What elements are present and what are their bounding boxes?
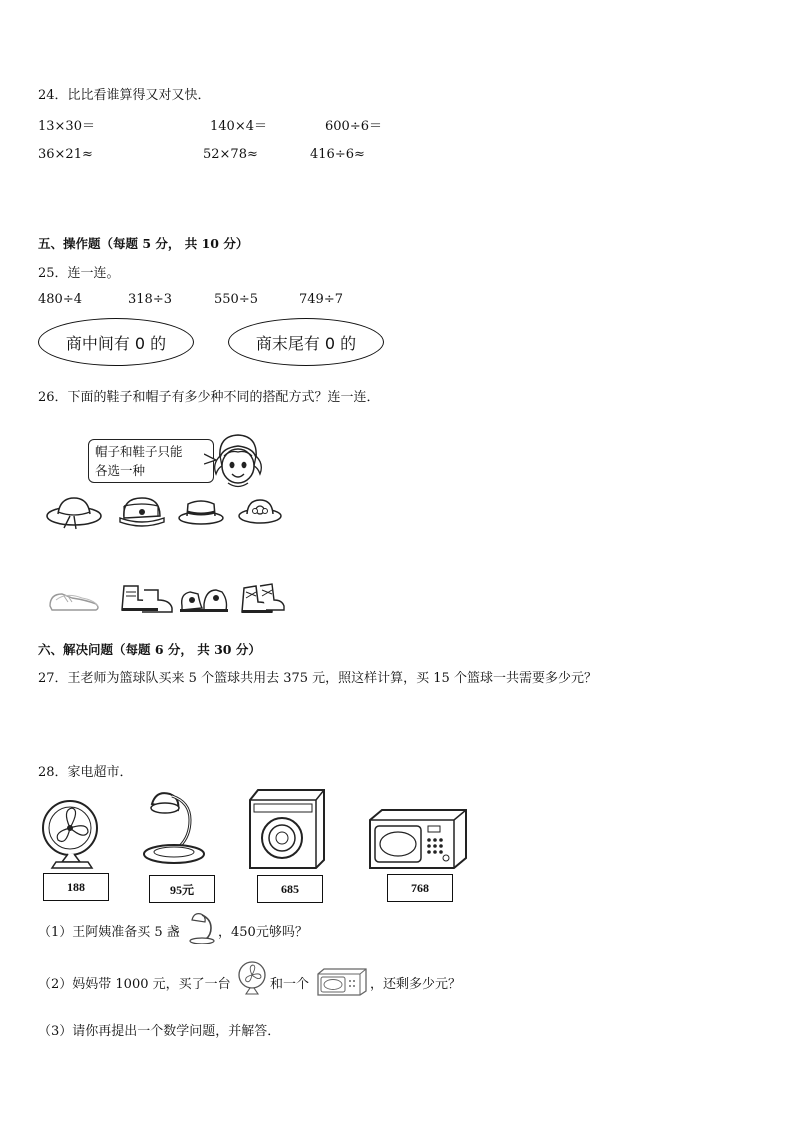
price-washer xyxy=(257,875,323,903)
q24-expr-4: 36×21≈ xyxy=(38,147,93,162)
washing-machine-icon xyxy=(244,786,328,872)
speech-bubble xyxy=(88,439,214,483)
price-microwave-value: 768 xyxy=(411,880,429,895)
electric-fan-small-icon xyxy=(236,960,268,998)
oval-label-middle: 商中间有 0 的 xyxy=(65,333,167,353)
sandal-icon[interactable] xyxy=(176,582,230,616)
price-fan-value: 188 xyxy=(67,879,85,894)
bubble-line-1: 帽子和鞋子只能 xyxy=(95,444,183,459)
q28-sub1-text-b: ，450元够吗？ xyxy=(218,925,308,940)
fedora-icon[interactable] xyxy=(176,494,226,528)
q24-expr-3: 600÷6＝ xyxy=(325,119,382,134)
wide-brim-sun-hat-icon[interactable] xyxy=(44,492,104,532)
q27-title: 27．王老师为篮球队买来 5 个篮球共用去 375 元，照这样计算，买 15 个篮球一共需要多少元？ xyxy=(38,671,597,686)
q28-sub2-text-b: 和一个 xyxy=(270,977,310,992)
sneaker-icon[interactable] xyxy=(46,586,102,614)
q28-sub1-text-a: （1）王阿姨准备买 5 盏 xyxy=(38,925,180,940)
q28-title: 28．家电超市． xyxy=(38,765,133,780)
boot-icon[interactable] xyxy=(116,580,174,616)
q25-expr-4[interactable]: 749÷7 xyxy=(299,292,343,307)
q24-expr-6: 416÷6≈ xyxy=(310,147,365,162)
bubble-line-2: 各选一种 xyxy=(95,463,146,478)
oval-quotient-end-zero[interactable] xyxy=(228,318,384,366)
baseball-cap-icon[interactable] xyxy=(116,492,168,530)
q24-expr-1: 13×30＝ xyxy=(38,119,95,134)
q25-expr-2[interactable]: 318÷3 xyxy=(128,292,172,307)
q24-expr-5: 52×78≈ xyxy=(203,147,258,162)
q26-title: 26．下面的鞋子和帽子有多少种不同的搭配方式？连一连． xyxy=(38,390,380,405)
price-washer-value: 685 xyxy=(281,881,299,896)
q28-sub3-text: （3）请你再提出一个数学问题，并解答． xyxy=(38,1024,281,1039)
price-lamp xyxy=(149,875,215,903)
price-fan xyxy=(43,873,109,901)
q25-expr-1[interactable]: 480÷4 xyxy=(38,292,82,307)
q28-sub2-text-a: （2）妈妈带 1000 元，买了一台 xyxy=(38,977,231,992)
oval-quotient-middle-zero[interactable] xyxy=(38,318,194,366)
q25-expr-3[interactable]: 550÷5 xyxy=(214,292,258,307)
q25-title: 25．连一连。 xyxy=(38,266,120,281)
section5-heading: 五、操作题（每题 5 分， 共 10 分） xyxy=(38,236,249,251)
section6-heading: 六、解决问题（每题 6 分， 共 30 分） xyxy=(38,642,261,657)
price-microwave xyxy=(387,874,453,902)
hiking-shoe-icon[interactable] xyxy=(236,580,286,616)
q24-title: 24．比比看谁算得又对又快． xyxy=(38,88,211,103)
flower-bonnet-icon[interactable] xyxy=(236,492,284,528)
q24-expr-2: 140×4＝ xyxy=(210,119,267,134)
microwave-icon xyxy=(366,806,470,872)
electric-fan-icon xyxy=(40,796,106,872)
oval-label-end: 商末尾有 0 的 xyxy=(255,333,357,353)
desk-lamp-icon xyxy=(138,786,208,872)
desk-lamp-small-icon xyxy=(186,910,216,944)
price-lamp-value: 95元 xyxy=(169,882,194,897)
q28-sub2-text-c: ，还剩多少元？ xyxy=(370,977,462,992)
girl-icon xyxy=(208,430,268,492)
microwave-small-icon xyxy=(316,967,368,997)
